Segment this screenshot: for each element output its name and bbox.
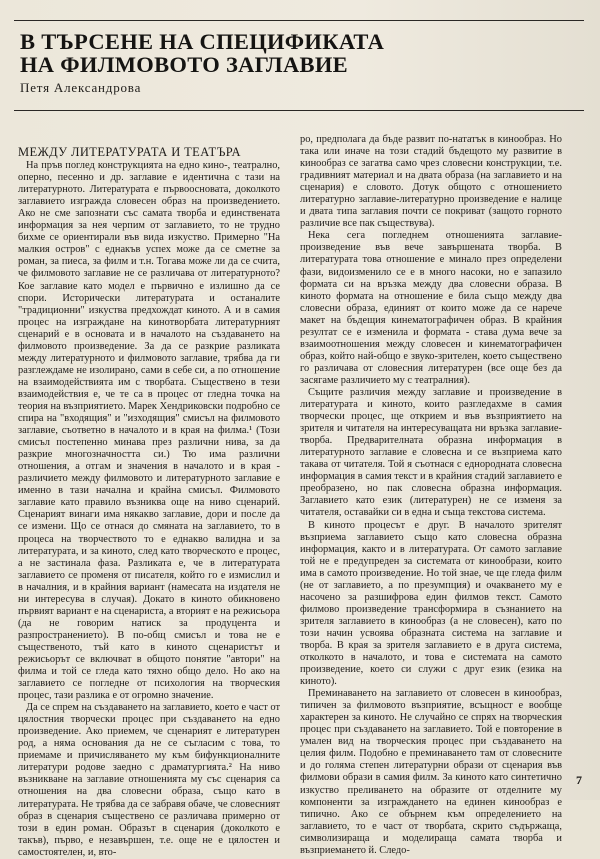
- page-number: 7: [576, 773, 582, 787]
- article-title: [20, 30, 580, 76]
- article-title-line-1: В ТЪРСЕНЕ НА СПЕЦИФИКАТА: [20, 29, 385, 54]
- left-column: [18, 145, 280, 858]
- right-paragraph-2: Нека сега погледнем отношенията заглавие-произведение във вече завършената творба. В литературата това отношение е минало през определени фази, видоизменило се е в много насоки, но е запазило формата си на връзка между два словесни образа. В киното формата на отношение е била също между два словесни образа, единият от които може да се нарече макет на бъдещия кинематографичен образ. В крайния резултат се е изменила и формата - става дума вече за взаимоотношения между словесен и кинематографичен образ, който най-общо е звуко-зрителен, което съществено го различава от словесния литературен (все още без да засягаме различието му с театралния).: [300, 230, 562, 386]
- right-paragraph-1: ро, предполага да бъде развит по-нататък в кинообраз. Но така или иначе на този стадий бъдещото му развитие в кинообраз се загатва само чрез словесни конструкции, т.е. градивният материал и на двата образа (на заглавието и на сценария) е словото. Дотук общото с отношението литературно заглавие-литературно произведение е налице и двата типа заглавия почти се покриват (защото горното различие все пак съществува).: [300, 134, 562, 230]
- right-column: [300, 134, 562, 856]
- right-paragraph-5: Преминаването на заглавието от словесен в кинообраз, типичен за филмовото възприятие, всъщност е вообще характерен за киното. Не случайно се спрях на творческия процес при създаването на заглавието. Той е повторение в умален вид на творческия процес при създаването на целия филм. Подобно е преминаването там от словесните и до голяма степен литературни образи от сценария във филмови образи в самия филм. За киното като синтетично изкуство преливането на образите от отделните му компоненти за изграждането на единен кинообраз е типично. Ако се обърнем към определението на заглавието, то е част от творбата, скрито съдържаща, символизираща и моделираща самата творба и възприемането й. Следо-: [300, 688, 562, 856]
- column-gutter: [288, 140, 289, 780]
- left-paragraph-2: Да се спрем на създаването на заглавието, което е част от цялостния творчески процес при създаването на едно произведение. Ако приемем, че сценарият е литературен род, а няма основания да не се съгласим с това, то приемаме и причисляването му към бифункционалните литератури родове заедно с драматургията.² На ниво възникване на заглавие отношенията му със сценария са отношения на два словесни образа, също като в литературата. Не трябва да се забравя обаче, че словесният образ в сценария съществено се различава примерно от този в един роман. Образът в сценария (доколкото е такъв), първо, е незавършен, т.е. още не е цялостен и самостоятелен, и, вто-: [18, 702, 280, 858]
- header-rule: [14, 110, 584, 111]
- right-paragraph-3: Същите различия между заглавие и произведение в литературата и киното, които разгледахме в самия творчески процес, ще открием и във възприятието на зрителя и читателя на интересуващата ни връзка заглавие-творба. Предварителната образна информация в литературното заглавие е словесна и се възприема като такава от читателя. Той я съотнася с еднородната словесна информация в самия текст и в крайния стадий заглавието е преобразено, но пак словесна образна информация. Заглавието като език (литературен) не се изменя за читателя, оставайки си в една и съща текстова система.: [300, 386, 562, 519]
- top-rule: [14, 20, 584, 21]
- section-heading: МЕЖДУ ЛИТЕРАТУРАТА И ТЕАТЪРА: [18, 145, 241, 159]
- left-paragraph-1: На пръв поглед конструкцията на едно кино-, театрално, оперно, песенно и др. заглавие е идентична с тази на литературното. Литературата е първоосновата, доколкото заглавието изгражда словесен образ на произведението. Ако не сме запознати със самата творба и единствената информация за нея черпим от заглавието, то не трудно бихме се ориентирали във вида изкуство. Примерно "На малкия остров" с еднакъв успех може да се сметне за роман, за пиеса, за филм и т.н. Тогава може ли да се счита, че филмовото заглавие не се различава от литературното? Кое заглавие като модел е първично е излишно да се спори. Исторически литературата и останалите "традиционни" изкуства предхождат киното. А и в самия процес на изграждане на кинотворбата литературният сценарий е в основата и в началото на създаването на филмовото произведение. За да се разкрие разликата между литературното и филмовото заглавие, трябва да ги разглеждаме не изолирано, сами в себе си, а по отношение на взаимодействията им с творбата. Съществено в тези взаимодействия е, че те са в процес от гледна точка на теория на възприятието. Марек Хендриковски подробно се спира на "входящия" и "изходящия" смисъл на филмовото заглавие, съответно в началото и в края на филма.¹ (Този смисъл постепенно минава през различни нива, за да разкрие многозначността си.) Тю има различни отношения, а отгам и значения в началото и в края - различието между филмовото и литературното заглавие е именно в тази начална и крайна смисъл. Филмовото заглавие като правило възниква още на ниво сценарий. Сценарият винаги има някакво заглавие, дори и после да се измени. Що се отнася до смяната на заглавието, то в процеса на творчеството то е еднакво валидна и за литературата, и за киното, след като творческото е процес, а не застинала фаза. Разликата е, че в литературата заглавието се променя от писателя, който го е измислил и в началния, и в крайния вариант (намесата на издателя не ни интересува в случая). Докато в киното обикновено първият вариант е на сценариста, а вторият е на режисьора (да не говорим натиск за продуцента и разпространението). В по-общ смисъл и това не е същественото, тъй като в киното сценаристът и режисьорът се включват в общото понятие "автори" на филма и той се гледа като тяхно общо дело. Но ако на заглавието се погледне от психология на творческия процес, тази разлика е от огромно значение.: [18, 160, 280, 702]
- article-author: Петя Александрова: [20, 80, 142, 95]
- article-title-line-2: НА ФИЛМОВОТО ЗАГЛАВИЕ: [20, 52, 348, 77]
- right-paragraph-4: В киното процесът е друг. В началото зрителят възприема заглавието също като словесна образна информация, както и в литературата. От самото заглавие той не е предупреден за системата от кинообрази, които има в самото произведение. Но той знае, че ще гледа филм (не от заглавието, а по презумпция) и очакването му е насочено за разшифрова един филмов текст. Самото филмово произведение трансформира в съзнанието на зрителя заглавието в кинообраз (а не словесен), като по този начин усвоява образната система на заглавие и творба. В края за зрителя заглавието е в друга система, отколкото в началото, и това е системата на самото произведение, което си служи с друг език (езика на киното).: [300, 519, 562, 688]
